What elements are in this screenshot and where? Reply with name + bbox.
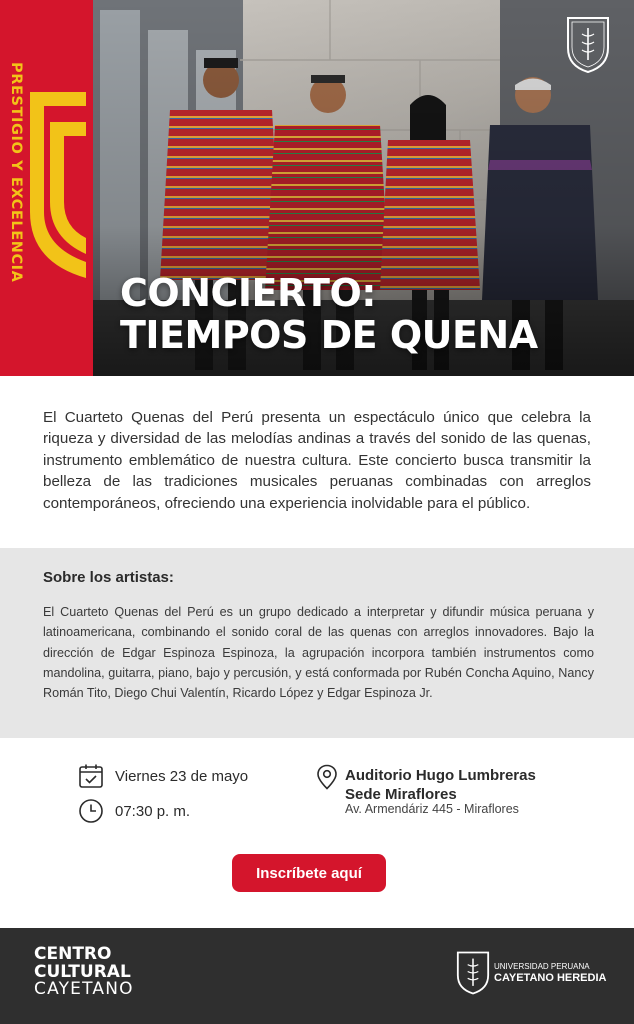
brand-line-2: CULTURAL (34, 961, 131, 982)
event-title-line-1: CONCIERTO: (120, 271, 376, 315)
artists-section (0, 548, 634, 738)
university-name-line-1: UNIVERSIDAD PERUANA (494, 961, 590, 971)
calendar-icon (78, 763, 104, 789)
artists-heading: Sobre los artistas: (43, 569, 174, 586)
artists-paragraph: El Cuarteto Quenas del Perú es un grupo dedicado a interpretar y difundir música peruana y latinoamericana, combinando el sonido coral de las quenas con arreglos innovadores. Bajo la dirección de Edgar Espinoza Espinoza, la agrupación incorpora también instrumentos como mandolina, guitarra, piano, bajo y percusión, y está conformada por Rubén Concha Aquino, Nancy Román Tito, Diego Chui Valentín, Ricardo López y Edgar Espinoza Jr. (43, 605, 594, 701)
university-name-line-2: CAYETANO HEREDIA (494, 971, 607, 984)
location-pin-icon (316, 764, 338, 790)
venue-name (345, 766, 536, 804)
upch-crest-icon (456, 951, 490, 995)
event-time-text: 07:30 p. m. (115, 802, 191, 820)
event-date-text: Viernes 23 de mayo (115, 767, 249, 785)
brand-line-1: CENTRO (34, 944, 112, 964)
upch-crest-icon (566, 16, 610, 74)
centro-cultural-logo (34, 946, 134, 999)
university-logo (456, 951, 606, 995)
event-title-line-2: TIEMPOS DE QUENA (120, 313, 538, 357)
brand-line-3: CAYETANO (34, 979, 134, 999)
event-time (78, 798, 190, 824)
footer (0, 928, 634, 1024)
venue-name-line-1: Auditorio Hugo Lumbreras (345, 767, 536, 784)
event-title (120, 272, 538, 356)
clock-icon (78, 798, 104, 824)
event-date (78, 763, 248, 789)
intro-paragraph: El Cuarteto Quenas del Perú presenta un espectáculo único que celebra la riqueza y diversidad de las melodías andinas a través del sonido de las quenas, instrumento emblemático de nuestra cultura. Este concierto busca transmitir la belleza de las tradiciones musicales peruanas combinadas con arreglos contemporáneos, ofreciendo una experiencia inolvidable para el público. (43, 409, 591, 512)
venue-address: Av. Armendáriz 445 - Miraflores (345, 802, 519, 816)
register-button[interactable]: Inscríbete aquí (232, 854, 386, 892)
prestige-emblem (6, 62, 86, 322)
venue-name-line-2: Sede Miraflores (345, 786, 457, 803)
prestige-vertical-text: PRESTIGIO Y EXCELENCIA (8, 62, 24, 283)
hero-banner (0, 0, 634, 376)
